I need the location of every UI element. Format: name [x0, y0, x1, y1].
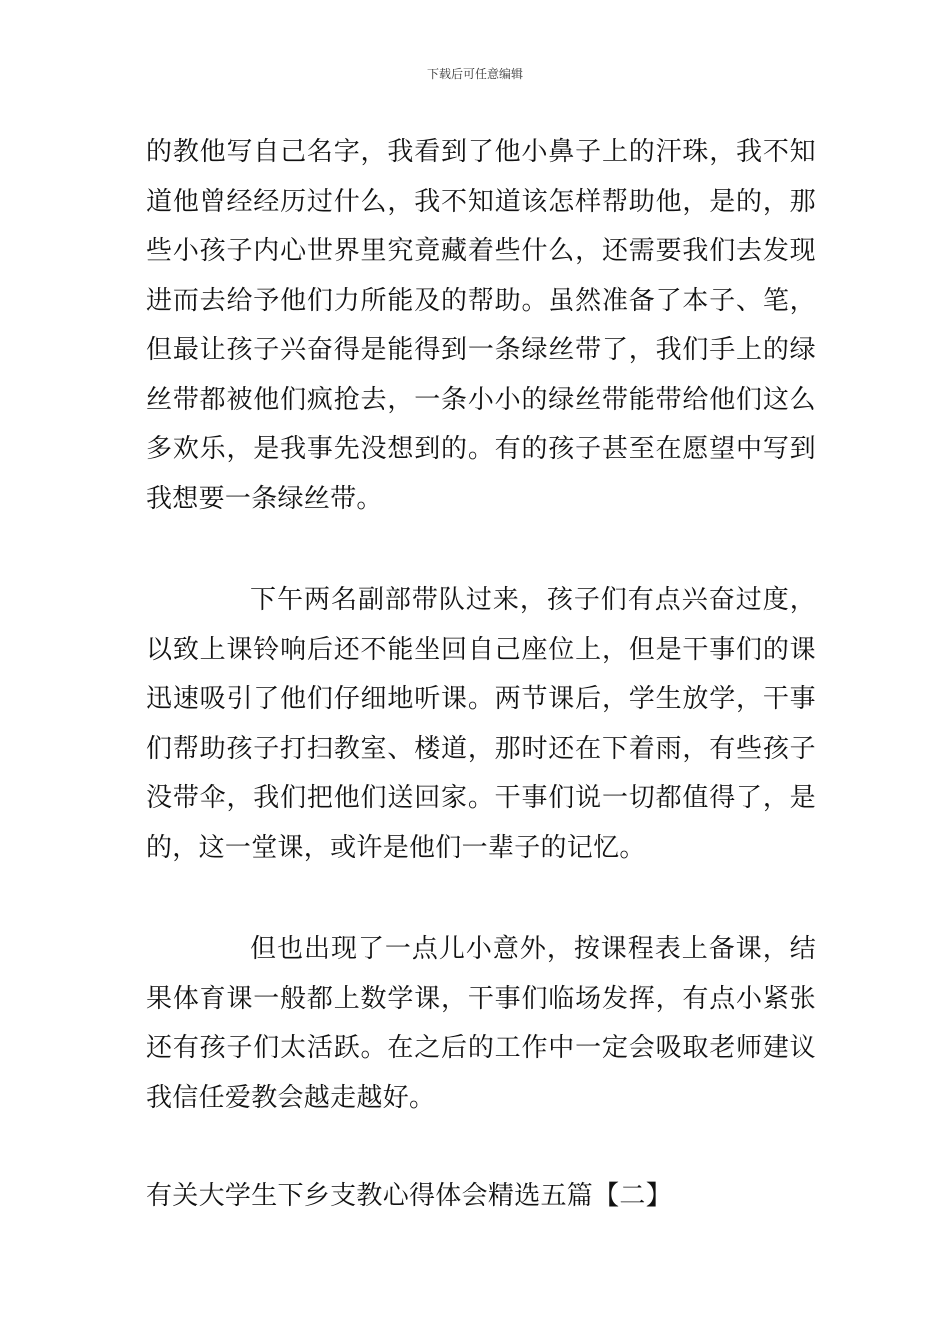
paragraph-1: 的教他写自己名字，我看到了他小鼻子上的汗珠，我不知道他曾经经历过什么，我不知道该怎样帮助他，是的，那些小孩子内心世界里究竟藏着些什么，还需要我们去发现进而去给予他们力所能及的帮助。虽然准备了本子、笔，但最让孩子兴奋得是能得到一条绿丝带了，我们手上的绿丝带都被他们疯抢去，一条小小的绿丝带能带给他们这么多欢乐，是我事先没想到的。有的孩子甚至在愿望中写到我想要一条绿丝带。 [146, 137, 816, 514]
paragraph-3: 但也出现了一点儿小意外，按课程表上备课，结果体育课一般都上数学课，干事们临场发挥，有点小紧张还有孩子们太活跃。在之后的工作中一定会吸取老师建议我信任爱教会越走越好。 [146, 934, 816, 1113]
page-header: 下载后可任意编辑 [426, 67, 523, 81]
section-heading: 有关大学生下乡支教心得体会精选五篇【二】 [146, 1181, 673, 1211]
paragraph-2: 下午两名副部带队过来，孩子们有点兴奋过度，以致上课铃响后还不能坐回自己座位上，但是干事们的课迅速吸引了他们仔细地听课。两节课后，学生放学，干事们帮助孩子打扫教室、楼道，那时还在下着雨，有些孩子没带伞，我们把他们送回家。干事们说一切都值得了，是的，这一堂课，或许是他们一辈子的记忆。 [146, 585, 816, 863]
